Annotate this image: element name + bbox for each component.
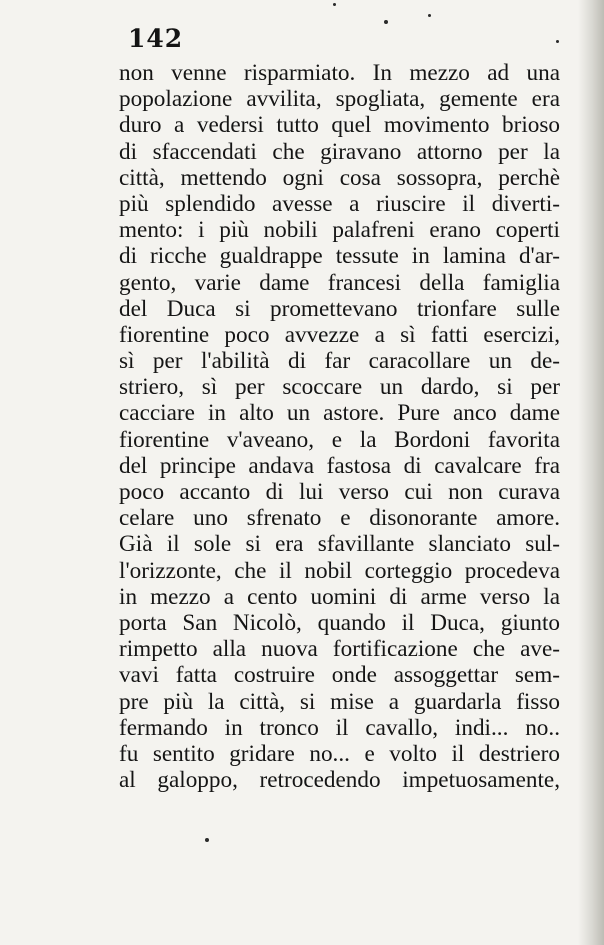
text-line: Già il sole si era sfavillante slanciato sul- xyxy=(119,531,560,558)
text-line: del Duca si promettevano trionfare sulle xyxy=(119,295,560,322)
text-line: porta San Nicolò, quando il Duca, giunto xyxy=(119,609,560,636)
text-line: rimpetto alla nuova fortificazione che ave- xyxy=(119,636,560,663)
text-line: di sfaccendati che giravano attorno per la xyxy=(119,138,560,165)
text-line: fiorentine v'aveano, e la Bordoni favorita xyxy=(119,426,560,453)
text-line: al galoppo, retrocedendo impetuosamente, xyxy=(119,767,560,794)
text-line: fiorentine poco avvezze a sì fatti esercizi, xyxy=(119,321,560,348)
ink-speck xyxy=(556,40,559,43)
text-line: fu sentito gridare no... e volto il destriero xyxy=(119,740,560,767)
text-line: celare uno sfrenato e disonorante amore. xyxy=(119,505,560,532)
body-text xyxy=(119,60,560,793)
ink-speck xyxy=(333,3,336,6)
text-line: in mezzo a cento uomini di arme verso la xyxy=(119,583,560,610)
text-line: città, mettendo ogni cosa sossopra, perchè xyxy=(119,164,560,191)
text-line: mento: i più nobili palafreni erano coperti xyxy=(119,217,560,244)
text-line: duro a vedersi tutto quel movimento brioso xyxy=(119,112,560,139)
text-line: l'orizzonte, che il nobil corteggio procedeva xyxy=(119,557,560,584)
ink-speck xyxy=(428,14,431,17)
ink-speck xyxy=(384,20,388,24)
page-number: 142 xyxy=(128,24,184,53)
text-line: gento, varie dame francesi della famiglia xyxy=(119,269,560,296)
text-line: fermando in tronco il cavallo, indi... no.. xyxy=(119,714,560,741)
text-line: vavi fatta costruire onde assoggettar sem- xyxy=(119,662,560,689)
text-line: sì per l'abilità di far caracollare un de- xyxy=(119,348,560,375)
text-line: del principe andava fastosa di cavalcare fra xyxy=(119,452,560,479)
text-line: popolazione avvilita, spogliata, gemente era xyxy=(119,86,560,113)
text-line: di ricche gualdrappe tessute in lamina d'ar- xyxy=(119,243,560,270)
text-line: pre più la città, si mise a guardarla fisso xyxy=(119,688,560,715)
page-gutter-shadow xyxy=(578,0,604,945)
text-line: poco accanto di lui verso cui non curava xyxy=(119,479,560,505)
text-line: striero, sì per scoccare un dardo, si per xyxy=(119,374,560,401)
text-line: più splendido avesse a riuscire il diverti- xyxy=(119,190,560,217)
text-line: cacciare in alto un astore. Pure anco dame xyxy=(119,400,560,427)
text-line: non venne risparmiato. In mezzo ad una xyxy=(119,60,560,86)
ink-speck xyxy=(205,838,209,842)
